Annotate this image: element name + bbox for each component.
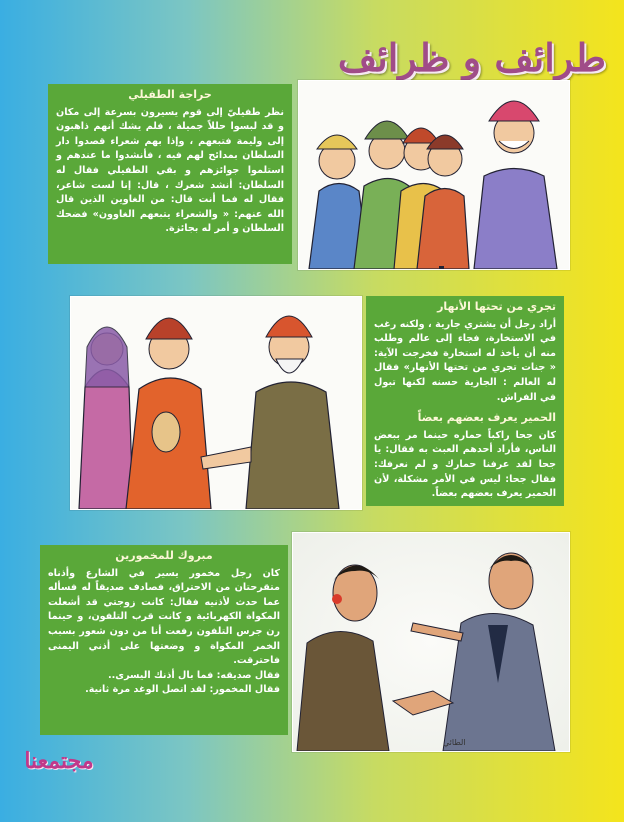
page-title: طرائف و ظرائف bbox=[337, 35, 606, 80]
illustration-handshake bbox=[292, 532, 570, 752]
story-body: كان رجل مخمور يسير في الشارع وأذناه متقرحتان من الاحتراق، فصادف صديقاً له فسأله عما حدث لأذنيه فقال: كانت زوجتي قد أشعلت المكواة الكهربائية و كانت قرب التلفون، و حينما رن جرس التلفون رفعت أنا من دون شعور بسبب الخمر المكواة و وضعتها على أذني اليمنى فاحترقت. bbox=[48, 567, 280, 667]
story-heading: مبروك للمخمورين bbox=[115, 549, 213, 562]
story-line: فقال المخمور: لقد اتصل الوغد مرة ثانية. bbox=[85, 684, 280, 696]
story-panel-drunk bbox=[40, 545, 288, 735]
magazine-logo: مجتمعنا bbox=[24, 748, 94, 774]
story-panel-tufaili bbox=[48, 84, 292, 264]
cartoon-poets-image bbox=[299, 81, 569, 269]
illustration-slave-girl bbox=[70, 296, 362, 510]
story-heading: حراجة الطفيلي bbox=[128, 88, 212, 101]
story-heading: تجري من تحتها الأنهار bbox=[437, 300, 556, 313]
story-body: نظر طفيليّ إلى قوم يسيرون بسرعة إلى مكان و قد لبسوا حللاً جميلة ، فلم يشك أنهم ذاهبون إلى وليمة فتبعهم ، وإذا بهم شعراء قصدوا دار السلطان بمدائح لهم فيه ، فأنشدوا ما عندهم و استلموا جوائزهم و بقي الطفيلي فقال له السلطان: أنشد شعرك ، قال: إنا لست شاعر، فقال له فما أنت قال: من الغاوين الذين قال الله عنهم: « والشعراء يتبعهم الغاوون» فضحك السلطان و أمر له بجائزة. bbox=[56, 106, 284, 235]
illustration-sultan-poets bbox=[298, 80, 570, 270]
story-line: فقال صديقه: فما بال أذنك اليسرى.. bbox=[108, 669, 280, 681]
cartoon-handshake-image bbox=[293, 533, 569, 751]
story-body: كان جحا راكباً حماره حينما مر ببعض الناس، فأراد أحدهم العبث به فقال: يا جحا لقد عرفنا حمارك و لم نعرفك: فقال جحا: ليس في الأمر مشكلة، لأن الحمير يعرف بعضهم بعضاً. bbox=[374, 429, 556, 500]
story-heading: الحمير يعرف بعضهم بعضاً bbox=[417, 411, 556, 425]
story-panel-rivers bbox=[366, 296, 564, 506]
cartoon-buyer-image bbox=[71, 297, 361, 509]
story-body: أراد رجل أن يشتري جارية ، ولكنه رغب في الاستخارة، فجاء إلى عالم وطلب منه أن يأخذ له استخارة فخرجت الآية: « جنات تجري من تحتها الأنهار» فقال له العالم : الجارية حسنه لكنها تبول في الفراش. bbox=[374, 318, 556, 403]
artist-signature: الطائي bbox=[443, 738, 466, 747]
